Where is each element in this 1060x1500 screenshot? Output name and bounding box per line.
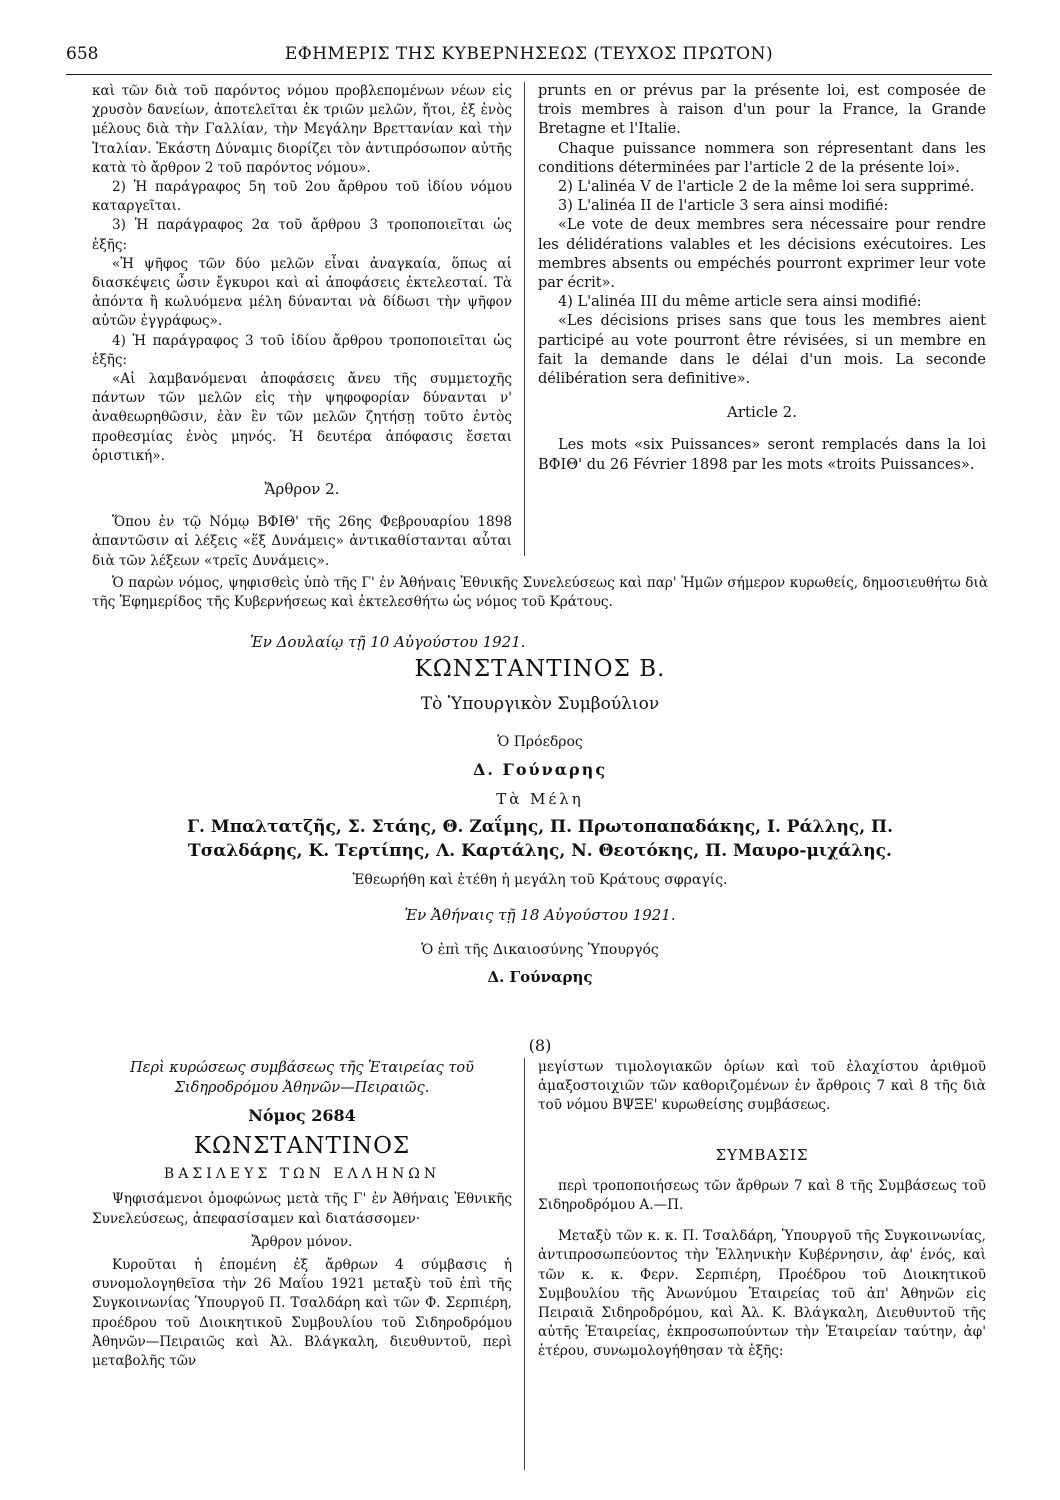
- column-separator-upper: [524, 82, 525, 556]
- greek-paragraph: 3) Ἡ παράγραφος 2α τοῦ ἄρθρου 3 τροποποιεῖται ὡς ἑξῆς:: [92, 217, 512, 253]
- article-2-heading-french: Article 2.: [727, 403, 797, 422]
- greek-paragraph: 2) Ἡ παράγραφος 5η τοῦ 2ου ἄρθρου τοῦ ἰδίου νόμου καταργεῖται.: [92, 179, 512, 215]
- french-column-upper: [538, 82, 986, 475]
- members-line-1: Γ. Μπαλτατζῆς, Σ. Στάης, Θ. Ζαΐμης, Π. Πρωτοπαπαδάκης, Ι. Ράλλης, Π.: [186, 817, 894, 837]
- minister-label: Ὁ ἐπὶ τῆς Δικαιοσύνης Ὑπουργός: [421, 942, 659, 958]
- council-heading: Τὸ Ὑπουργικὸν Συμβούλιον: [420, 694, 660, 714]
- enacting-clause: Ψηφισάμενοι ὁμοφώνως μετὰ τῆς Γ' ἐν Ἀθήναις Ἐθνικῆς Συνελεύσεως, ἀπεφασίσαμεν καὶ διατάσσομεν·: [92, 1191, 512, 1227]
- lower-left-column: [92, 1058, 512, 1371]
- french-paragraph: 2) L'alinéa V de l'article 2 de la même loi sera supprimé.: [558, 179, 975, 196]
- french-paragraph: «Le vote de deux membres sera nécessaire pour rendre les délidérations valables et les décisions exécutoires. Les membres absents ou empéchés pourront exprimer leur vote par écrit».: [538, 217, 986, 292]
- column-separator-lower: [524, 1058, 525, 1470]
- sole-article-heading: Ἄρθρον μόνον.: [251, 1233, 353, 1250]
- law-sequence-number: (8): [528, 1036, 552, 1055]
- convention-heading: ΣΥΜΒΑΣΙΣ: [715, 1145, 809, 1164]
- article-2-text-greek: Ὅπου ἐν τῷ Νόμῳ ΒΦΙΘ' τῆς 26ης Φεβρουαρίου 1898 ἀπαντῶσιν αἱ λέξεις «ἕξ Δυνάμεις» ἀντικαθίστανται αὗται διὰ τῶν λέξεων «τρεῖς Δυνάμεις».: [92, 514, 512, 569]
- members-line-2: Τσαλδάρης, Κ. Τερτίπης, Λ. Καρτάλης, Ν. Θεοτόκης, Π. Μαυρο-μιχάλης.: [188, 841, 892, 861]
- article-2-heading-greek: Ἄρθρον 2.: [264, 480, 340, 499]
- seal-statement: Ἐθεωρήθη καὶ ἐτέθη ἡ μεγάλη τοῦ Κράτους σφραγίς.: [352, 872, 728, 888]
- king-title: ΒΑΣΙΛΕΥΣ ΤΩΝ ΕΛΛΗΝΩΝ: [163, 1166, 441, 1183]
- law-title: Περὶ κυρώσεως συμβάσεως τῆς Ἑταιρείας τοῦ Σιδηροδρόμου Ἀθηνῶν—Πειραιῶς.: [130, 1060, 474, 1096]
- running-title: ΕΦΗΜΕΡΙΣ ΤΗΣ ΚΥΒΕΡΝΗΣΕΩΣ (ΤΕΥΧΟΣ ΠΡΩΤΟΝ): [284, 44, 774, 64]
- french-paragraph: Chaque puissance nommera son répresentant dans les conditions déterminées par l'article 2 de la présente loi».: [538, 140, 986, 176]
- french-paragraph: 3) L'alinéa II de l'article 3 sera ainsi modifié:: [558, 198, 889, 215]
- french-paragraph: 4) L'alinéa III du même article sera ainsi modifié:: [558, 294, 922, 311]
- king-name: ΚΩΝΣΤΑΝΤΙΝΟΣ: [193, 1133, 411, 1160]
- minister-name: Δ. Γούναρης: [487, 968, 593, 986]
- french-paragraph: prunts en or prévus par la présente loi, est composée de trois membres à raison d'un pour la France, la Grande Bretagne et l'Italie.: [538, 83, 986, 138]
- page-number: 658: [66, 44, 99, 64]
- article-2-text-french: Les mots «six Puissances» seront remplacés dans la loi ΒΦΙΘ' du 26 Février 1898 par les mots «troits Puissances».: [538, 437, 986, 473]
- members-label: Τὰ Μέλη: [496, 790, 584, 808]
- president-label: Ὁ Πρόεδρος: [497, 734, 583, 750]
- header-rule: [66, 74, 992, 75]
- law-number: Νόμος 2684: [248, 1106, 356, 1125]
- promulgation-text: Ὁ παρὼν νόμος, ψηφισθεὶς ὑπὸ τῆς Γ' ἐν Ἀθήναις Ἐθνικῆς Συνελεύσεως καὶ παρ' Ἡμῶν σήμερον κυρωθείς, δημοσιευθήτω διὰ τῆς Ἐφημερίδος τῆς Κυβερνήσεως καὶ ἐκτελεσθήτω ὡς νόμος τοῦ Κράτους.: [92, 575, 988, 610]
- greek-paragraph: «Ἡ ψῆφος τῶν δύο μελῶν εἶναι ἀναγκαία, ὅπως αἱ διασκέψεις ὦσιν ἔγκυροι καὶ αἱ ἀποφάσεις ἐκτελεσταί. Τὰ ἀπόντα ἢ κωλυόμενα μέλη δύνανται νὰ δίδωσι τὴν ψῆφον αὐτῶν ἐγγράφως».: [92, 255, 512, 330]
- sole-article-body: Κυροῦται ἡ ἑπομένη ἐξ ἄρθρων 4 σύμβασις ἡ συνομολογηθεῖσα τὴν 26 Μαΐου 1921 μεταξὺ τοῦ ἐπὶ τῆς Συγκοινωνίας Ὑπουργοῦ Π. Τσαλδάρη καὶ τῶν Φ. Σερπιέρη, προέδρου τοῦ Διοικητικοῦ Συμβουλίου τοῦ Σιδηροδρόμου Ἀθηνῶν—Πειραιῶς καὶ Ἀλ. Βλάγκαλη, διευθυντοῦ, περὶ μεταβολῆς τῶν: [92, 1257, 512, 1370]
- greek-column-upper: [92, 82, 512, 571]
- greek-paragraph: «Αἱ λαμβανόμεναι ἀποφάσεις ἄνευ τῆς συμμετοχῆς πάντων τῶν μελῶν εἰς τὴν ψηφοφορίαν δύνανται ν' ἀναθεωρηθῶσιν, ἐὰν ἓν τῶν μελῶν ζητήσῃ τοῦτο ἐντὸς προθεσμίας ἑνὸς μηνός. Ἡ δευτέρα ἀπόφασις ἔσεται ὁριστική».: [92, 371, 512, 464]
- continued-text: μεγίστων τιμολογιακῶν ὁρίων καὶ τοῦ ἐλαχίστου ἀριθμοῦ ἁμαξοστοιχιῶν τῶν καθοριζομένων ἐν ἄρθροις 7 καὶ 8 τῆς διὰ τοῦ νόμου ΒΨΞΕ' κυρωθείσης συμβάσεως.: [538, 1059, 986, 1114]
- place-date-dekeleia: Ἐν Δουλαίῳ τῇ 10 Αὐγούστου 1921.: [250, 633, 526, 651]
- convention-subject: περὶ τροποποιήσεως τῶν ἄρθρων 7 καὶ 8 τῆς Συμβάσεως τοῦ Σιδηροδρόμου Α.—Π.: [538, 1177, 986, 1214]
- french-paragraph: «Les décisions prises sans que tous les membres aient participé au vote pourront être révisées, si un membre en fait la demande dans le délai d'un mois. La seconde délibération sera definitive».: [538, 313, 986, 388]
- convention-body: Μεταξὺ τῶν κ. κ. Π. Τσαλδάρη, Ὑπουργοῦ τῆς Συγκοινωνίας, ἀντιπροσωπεύοντος τὴν Ἑλληνικὴν Κυβέρνησιν, ἀφ' ἑνός, καὶ τῶν κ. κ. Φερν. Σερπιέρη, Προέδρου τοῦ Διοικητικοῦ Συμβουλίου τῆς Ἀνωνύμου Ἑταιρείας τοῦ ἀπ' Ἀθηνῶν εἰς Πειραιᾶ Σιδηροδρόμου, καὶ Ἀλ. Κ. Βλάγκαλη, Διευθυντοῦ τῆς αὐτῆς Ἑταιρείας, ἐκπροσωπούντων τὴν Ἑταιρείαν ταύτην, ἀφ' ἑτέρου, συνωμολογήθησαν τὰ ἑξῆς:: [538, 1228, 986, 1360]
- lower-right-column: [538, 1058, 986, 1362]
- place-date-athens: Ἐν Ἀθήναις τῇ 18 Αὐγούστου 1921.: [404, 906, 676, 924]
- greek-paragraph: 4) Ἡ παράγραφος 3 τοῦ ἰδίου ἄρθρου τροποποιεῖται ὡς ἑξῆς:: [92, 332, 512, 368]
- page-header: [66, 44, 992, 68]
- president-name: Δ. Γούναρης: [472, 760, 608, 779]
- greek-paragraph: καὶ τῶν διὰ τοῦ παρόντος νόμου προβλεπομένων νέων εἰς χρυσὸν δανείων, ἀποτελεῖται ἐκ τριῶν μελῶν, ἤτοι, ἐξ ἑνὸς μέλους διὰ τὴν Γαλλίαν, τὴν Μεγάλην Βρεττανίαν καὶ τὴν Ἰταλίαν. Ἑκάστη Δύναμις διορίζει τὸν ἀντιπρόσωπον αὐτῆς κατὰ τὸ ἄρθρον 2 τοῦ παρόντος νόμου».: [92, 83, 512, 176]
- king-signature: ΚΩΝΣΤΑΝΤΙΝΟΣ Β.: [414, 656, 666, 682]
